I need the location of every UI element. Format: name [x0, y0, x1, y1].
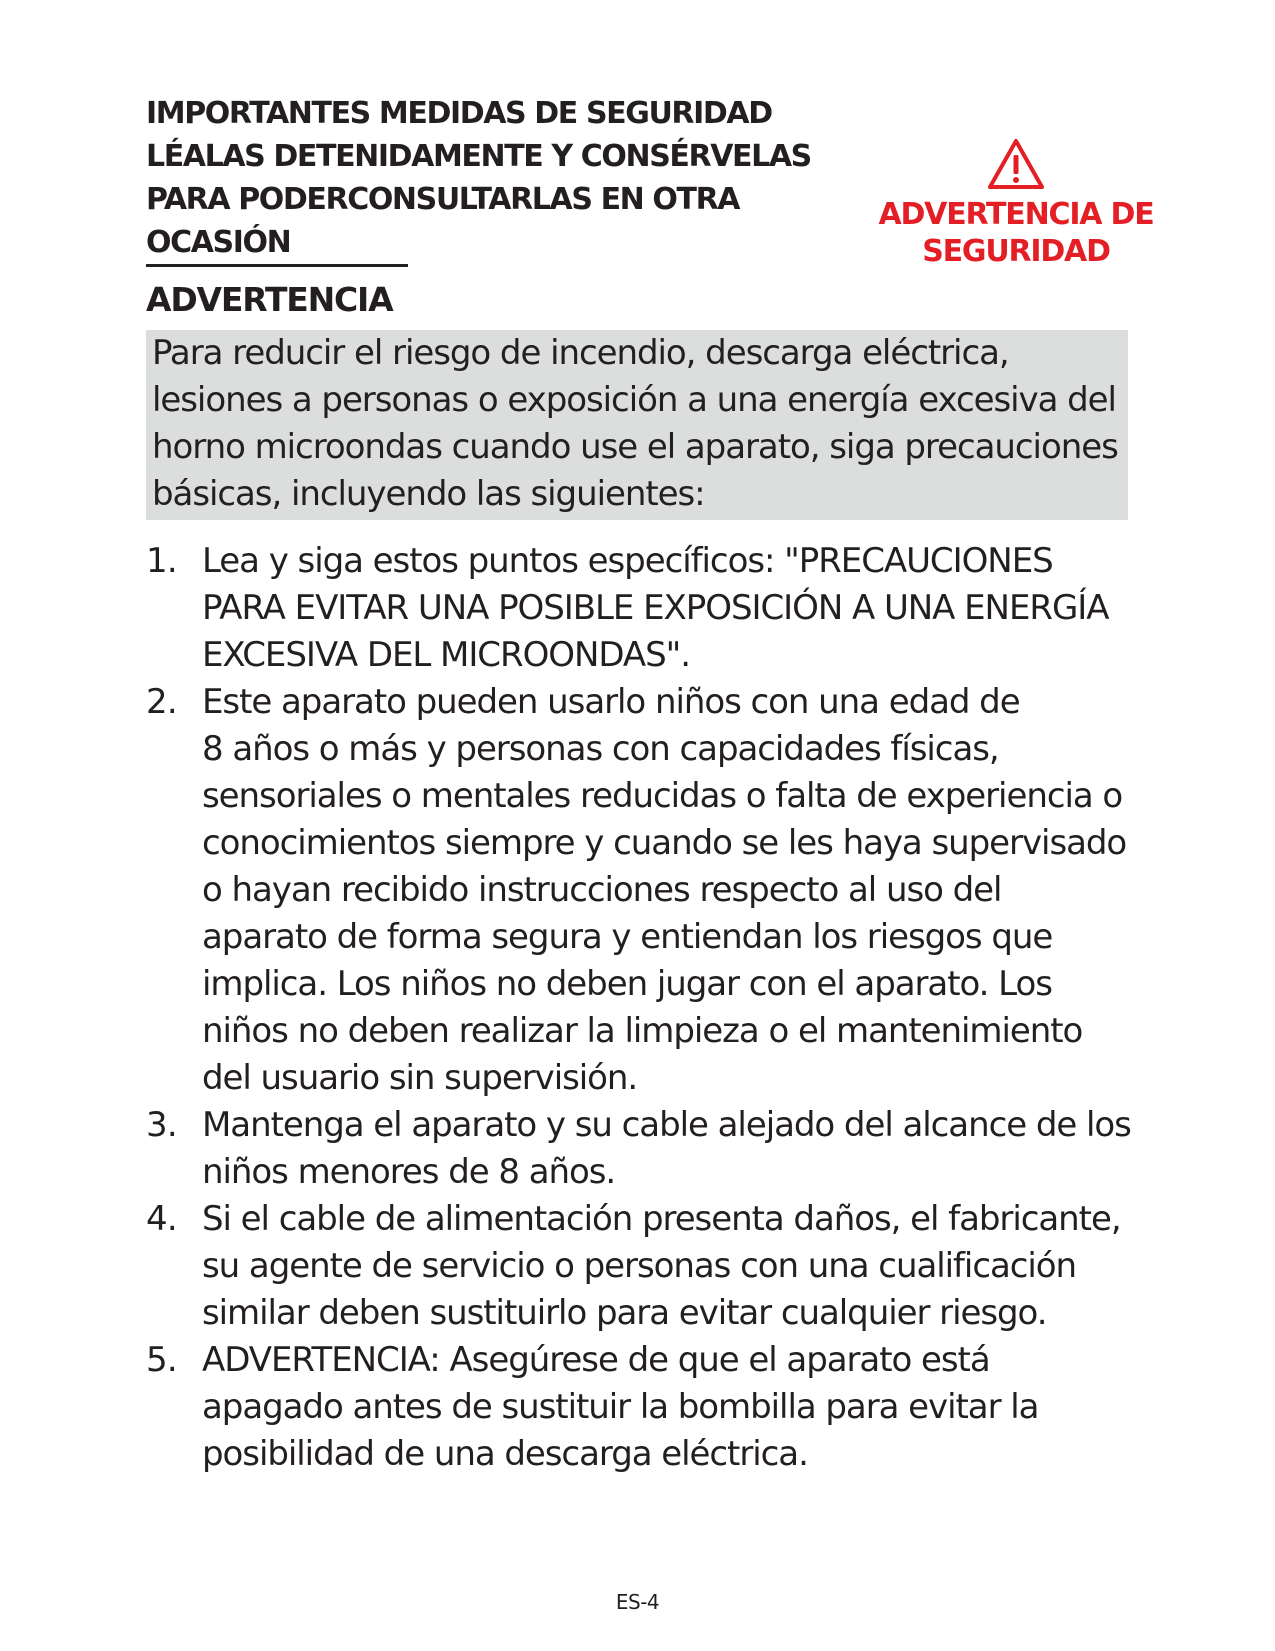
safety-warning-text: ADVERTENCIA DE — [878, 197, 1154, 232]
item-text-line: Lea y siga estos puntos específicos: "PRECAUCIONES — [202, 541, 1053, 581]
list-item — [146, 538, 1146, 679]
intro-text-line: horno microondas cuando use el aparato, siga precauciones — [152, 427, 1118, 467]
safety-title-line: LÉALAS DETENIDAMENTE Y CONSÉRVELAS — [146, 139, 811, 174]
safety-title-line: PARA PODERCONSULTARLAS EN OTRA — [146, 182, 740, 217]
title-underline — [146, 264, 408, 267]
item-number: 5. — [146, 1340, 177, 1380]
item-text-line: niños menores de 8 años. — [202, 1152, 616, 1192]
item-text-line: EXCESIVA DEL MICROONDAS". — [202, 635, 691, 675]
safety-title — [146, 92, 846, 264]
item-text-line: su agente de servicio o personas con una cualificación — [202, 1246, 1077, 1286]
item-text-line: Este aparato pueden usarlo niños con una edad de — [202, 682, 1020, 722]
item-text-line: 8 años o más y personas con capacidades físicas, — [202, 729, 999, 769]
item-text-line: ADVERTENCIA: Asegúrese de que el aparato está — [202, 1340, 990, 1380]
warning-heading: ADVERTENCIA — [146, 280, 393, 319]
item-text-line: niños no deben realizar la limpieza o el mantenimiento — [202, 1011, 1083, 1051]
list-item — [146, 1102, 1146, 1196]
intro-text-line: Para reducir el riesgo de incendio, descarga eléctrica, — [152, 333, 1009, 373]
safety-title-line: OCASIÓN — [146, 225, 291, 260]
item-text-line: similar deben sustituirlo para evitar cualquier riesgo. — [202, 1293, 1047, 1333]
safety-warning-badge — [866, 138, 1166, 270]
item-number: 4. — [146, 1199, 177, 1239]
intro-shaded-box — [146, 330, 1128, 520]
item-number: 1. — [146, 541, 177, 581]
intro-text-line: lesiones a personas o exposición a una energía excesiva del — [152, 380, 1116, 420]
intro-text-line: básicas, incluyendo las siguientes: — [152, 474, 705, 514]
item-text-line: posibilidad de una descarga eléctrica. — [202, 1434, 808, 1474]
warning-triangle-icon — [987, 138, 1045, 190]
list-item — [146, 679, 1146, 1102]
item-text-line: implica. Los niños no deben jugar con el aparato. Los — [202, 964, 1052, 1004]
item-text-line: o hayan recibido instrucciones respecto al uso del — [202, 870, 1002, 910]
item-text-line: sensoriales o mentales reducidas o falta de experiencia o — [202, 776, 1123, 816]
item-text-line: conocimientos siempre y cuando se les haya supervisado — [202, 823, 1127, 863]
item-text-line: Mantenga el aparato y su cable alejado del alcance de los — [202, 1105, 1131, 1145]
page-number: ES-4 — [615, 1590, 660, 1614]
safety-warning-text: SEGURIDAD — [922, 234, 1110, 269]
item-text-line: PARA EVITAR UNA POSIBLE EXPOSICIÓN A UNA ENERGÍA — [202, 588, 1109, 628]
safety-instructions-list — [146, 538, 1146, 1478]
safety-title-line: IMPORTANTES MEDIDAS DE SEGURIDAD — [146, 96, 772, 131]
item-number: 3. — [146, 1105, 177, 1145]
item-text-line: del usuario sin supervisión. — [202, 1058, 638, 1098]
list-item — [146, 1196, 1146, 1337]
item-number: 2. — [146, 682, 177, 722]
list-item — [146, 1337, 1146, 1478]
item-text-line: apagado antes de sustituir la bombilla para evitar la — [202, 1387, 1039, 1427]
item-text-line: Si el cable de alimentación presenta daños, el fabricante, — [202, 1199, 1121, 1239]
item-text-line: aparato de forma segura y entiendan los riesgos que — [202, 917, 1053, 957]
